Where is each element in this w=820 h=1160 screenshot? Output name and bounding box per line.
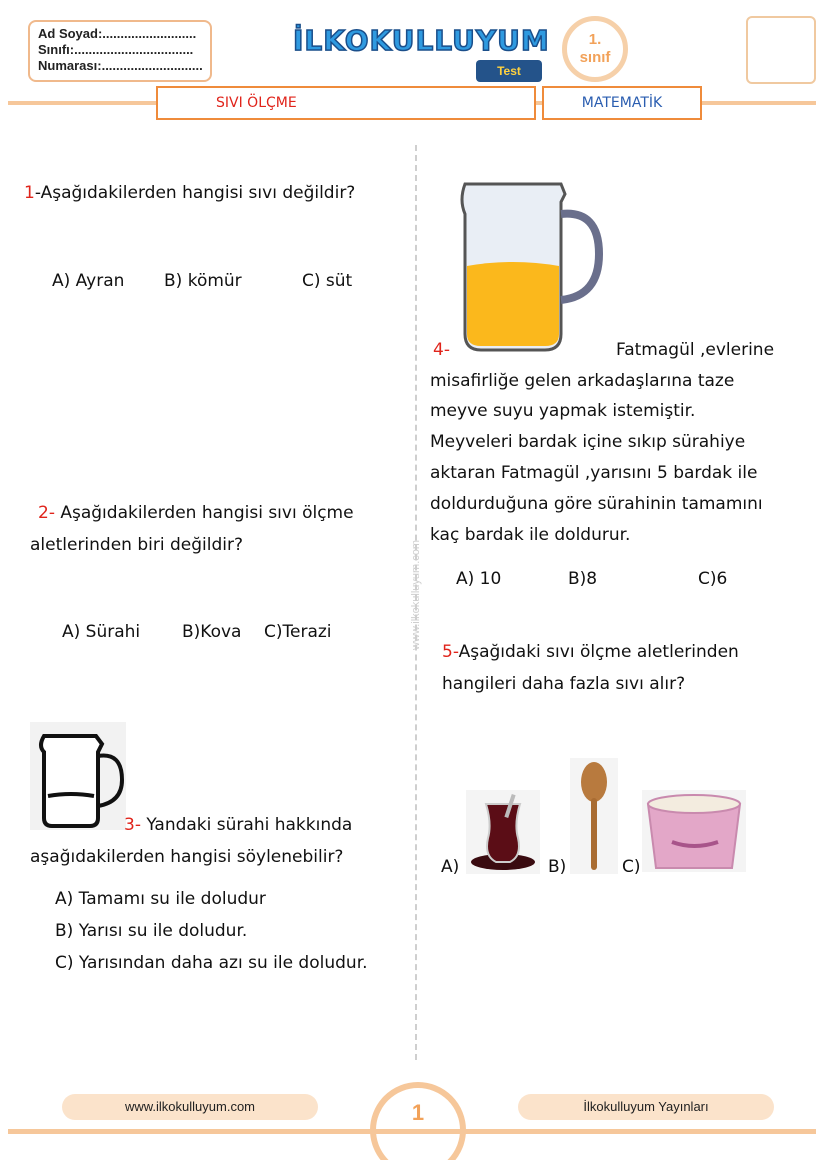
name-field: Ad Soyad:.......................... bbox=[38, 26, 197, 41]
pitcher-outline-icon bbox=[30, 722, 126, 830]
question-2-line-2: aletlerinden biri değildir? bbox=[30, 535, 244, 555]
page-number: 1 bbox=[411, 1100, 425, 1125]
question-number: 5- bbox=[442, 642, 459, 662]
q4-option-b: B)8 bbox=[568, 569, 598, 589]
question-number: 4- bbox=[433, 340, 450, 360]
bucket-icon bbox=[642, 790, 746, 872]
question-text: Aşağıdakilerden hangisi sıvı ölçme bbox=[60, 503, 354, 523]
q5-option-a: A) bbox=[441, 857, 460, 877]
question-4-line-4: Meyveleri bardak içine sıkıp sürahiye bbox=[430, 432, 746, 452]
q3-option-b: B) Yarısı su ile doludur. bbox=[55, 921, 248, 941]
question-text: Yandaki sürahi hakkında bbox=[146, 815, 353, 835]
question-4-line-3: meyve suyu yapmak istemiştir. bbox=[430, 401, 696, 421]
number-field: Numarası:............................ bbox=[38, 58, 203, 73]
q1-option-b: B) kömür bbox=[164, 271, 242, 291]
site-logo: İLKOKULLUYUM bbox=[293, 24, 550, 57]
q2-option-c: C)Terazi bbox=[264, 622, 332, 642]
website-label: www.ilkokulluyum.com bbox=[62, 1094, 318, 1120]
q5-option-c: C) bbox=[622, 857, 641, 877]
grade-badge bbox=[562, 16, 628, 82]
question-4-line-6: doldurduğuna göre sürahinin tamamını bbox=[430, 494, 763, 514]
question-number: 3- bbox=[124, 815, 141, 835]
q3-option-c: C) Yarısından daha azı su ile doludur. bbox=[55, 953, 368, 973]
q5-option-b: B) bbox=[548, 857, 567, 877]
q3-option-a: A) Tamamı su ile doludur bbox=[55, 889, 266, 909]
question-5-line-2: hangileri daha fazla sıvı alır? bbox=[442, 674, 686, 694]
question-text: -Aşağıdakilerden hangisi sıvı değildir? bbox=[34, 183, 356, 203]
question-1 bbox=[24, 178, 355, 208]
q2-option-a: A) Sürahi bbox=[62, 622, 141, 642]
q1-option-c: C) süt bbox=[302, 271, 353, 291]
question-4-number bbox=[433, 335, 450, 365]
q1-option-a: A) Ayran bbox=[52, 271, 125, 291]
question-2 bbox=[38, 498, 354, 528]
juice-pitcher-icon bbox=[457, 174, 605, 354]
q4-option-a: A) 10 bbox=[456, 569, 502, 589]
class-field: Sınıfı:................................. bbox=[38, 42, 194, 57]
topic-title: SIVI ÖLÇME bbox=[156, 86, 536, 120]
score-box bbox=[746, 16, 816, 84]
subject-title: MATEMATİK bbox=[542, 86, 702, 120]
footer-divider bbox=[8, 1129, 816, 1134]
question-5 bbox=[442, 637, 739, 667]
question-number: 1 bbox=[24, 183, 35, 203]
question-4-line-5: aktaran Fatmagül ,yarısını 5 bardak ile bbox=[430, 463, 758, 483]
q2-option-b: B)Kova bbox=[182, 622, 242, 642]
tea-glass-icon bbox=[466, 790, 540, 874]
grade-number: 1. bbox=[588, 31, 602, 48]
question-3 bbox=[124, 810, 352, 840]
question-text: Aşağıdaki sıvı ölçme aletlerinden bbox=[458, 642, 739, 662]
publisher-label: İlkokulluyum Yayınları bbox=[518, 1094, 774, 1120]
question-3-line-2: aşağıdakilerden hangisi söylenebilir? bbox=[30, 847, 344, 867]
student-info-box bbox=[28, 20, 212, 82]
question-4-line-1: Fatmagül ,evlerine bbox=[616, 340, 775, 360]
grade-word: sınıf bbox=[579, 49, 611, 66]
question-4-line-2: misafirliğe gelen arkadaşlarına taze bbox=[430, 371, 735, 391]
question-number: 2- bbox=[38, 503, 55, 523]
test-badge: Test bbox=[476, 60, 542, 82]
q4-option-c: C)6 bbox=[698, 569, 728, 589]
question-4-line-7: kaç bardak ile doldurur. bbox=[430, 525, 631, 545]
watermark: www.ilkokulluyum.com bbox=[410, 539, 422, 650]
wooden-spoon-icon bbox=[570, 758, 618, 874]
